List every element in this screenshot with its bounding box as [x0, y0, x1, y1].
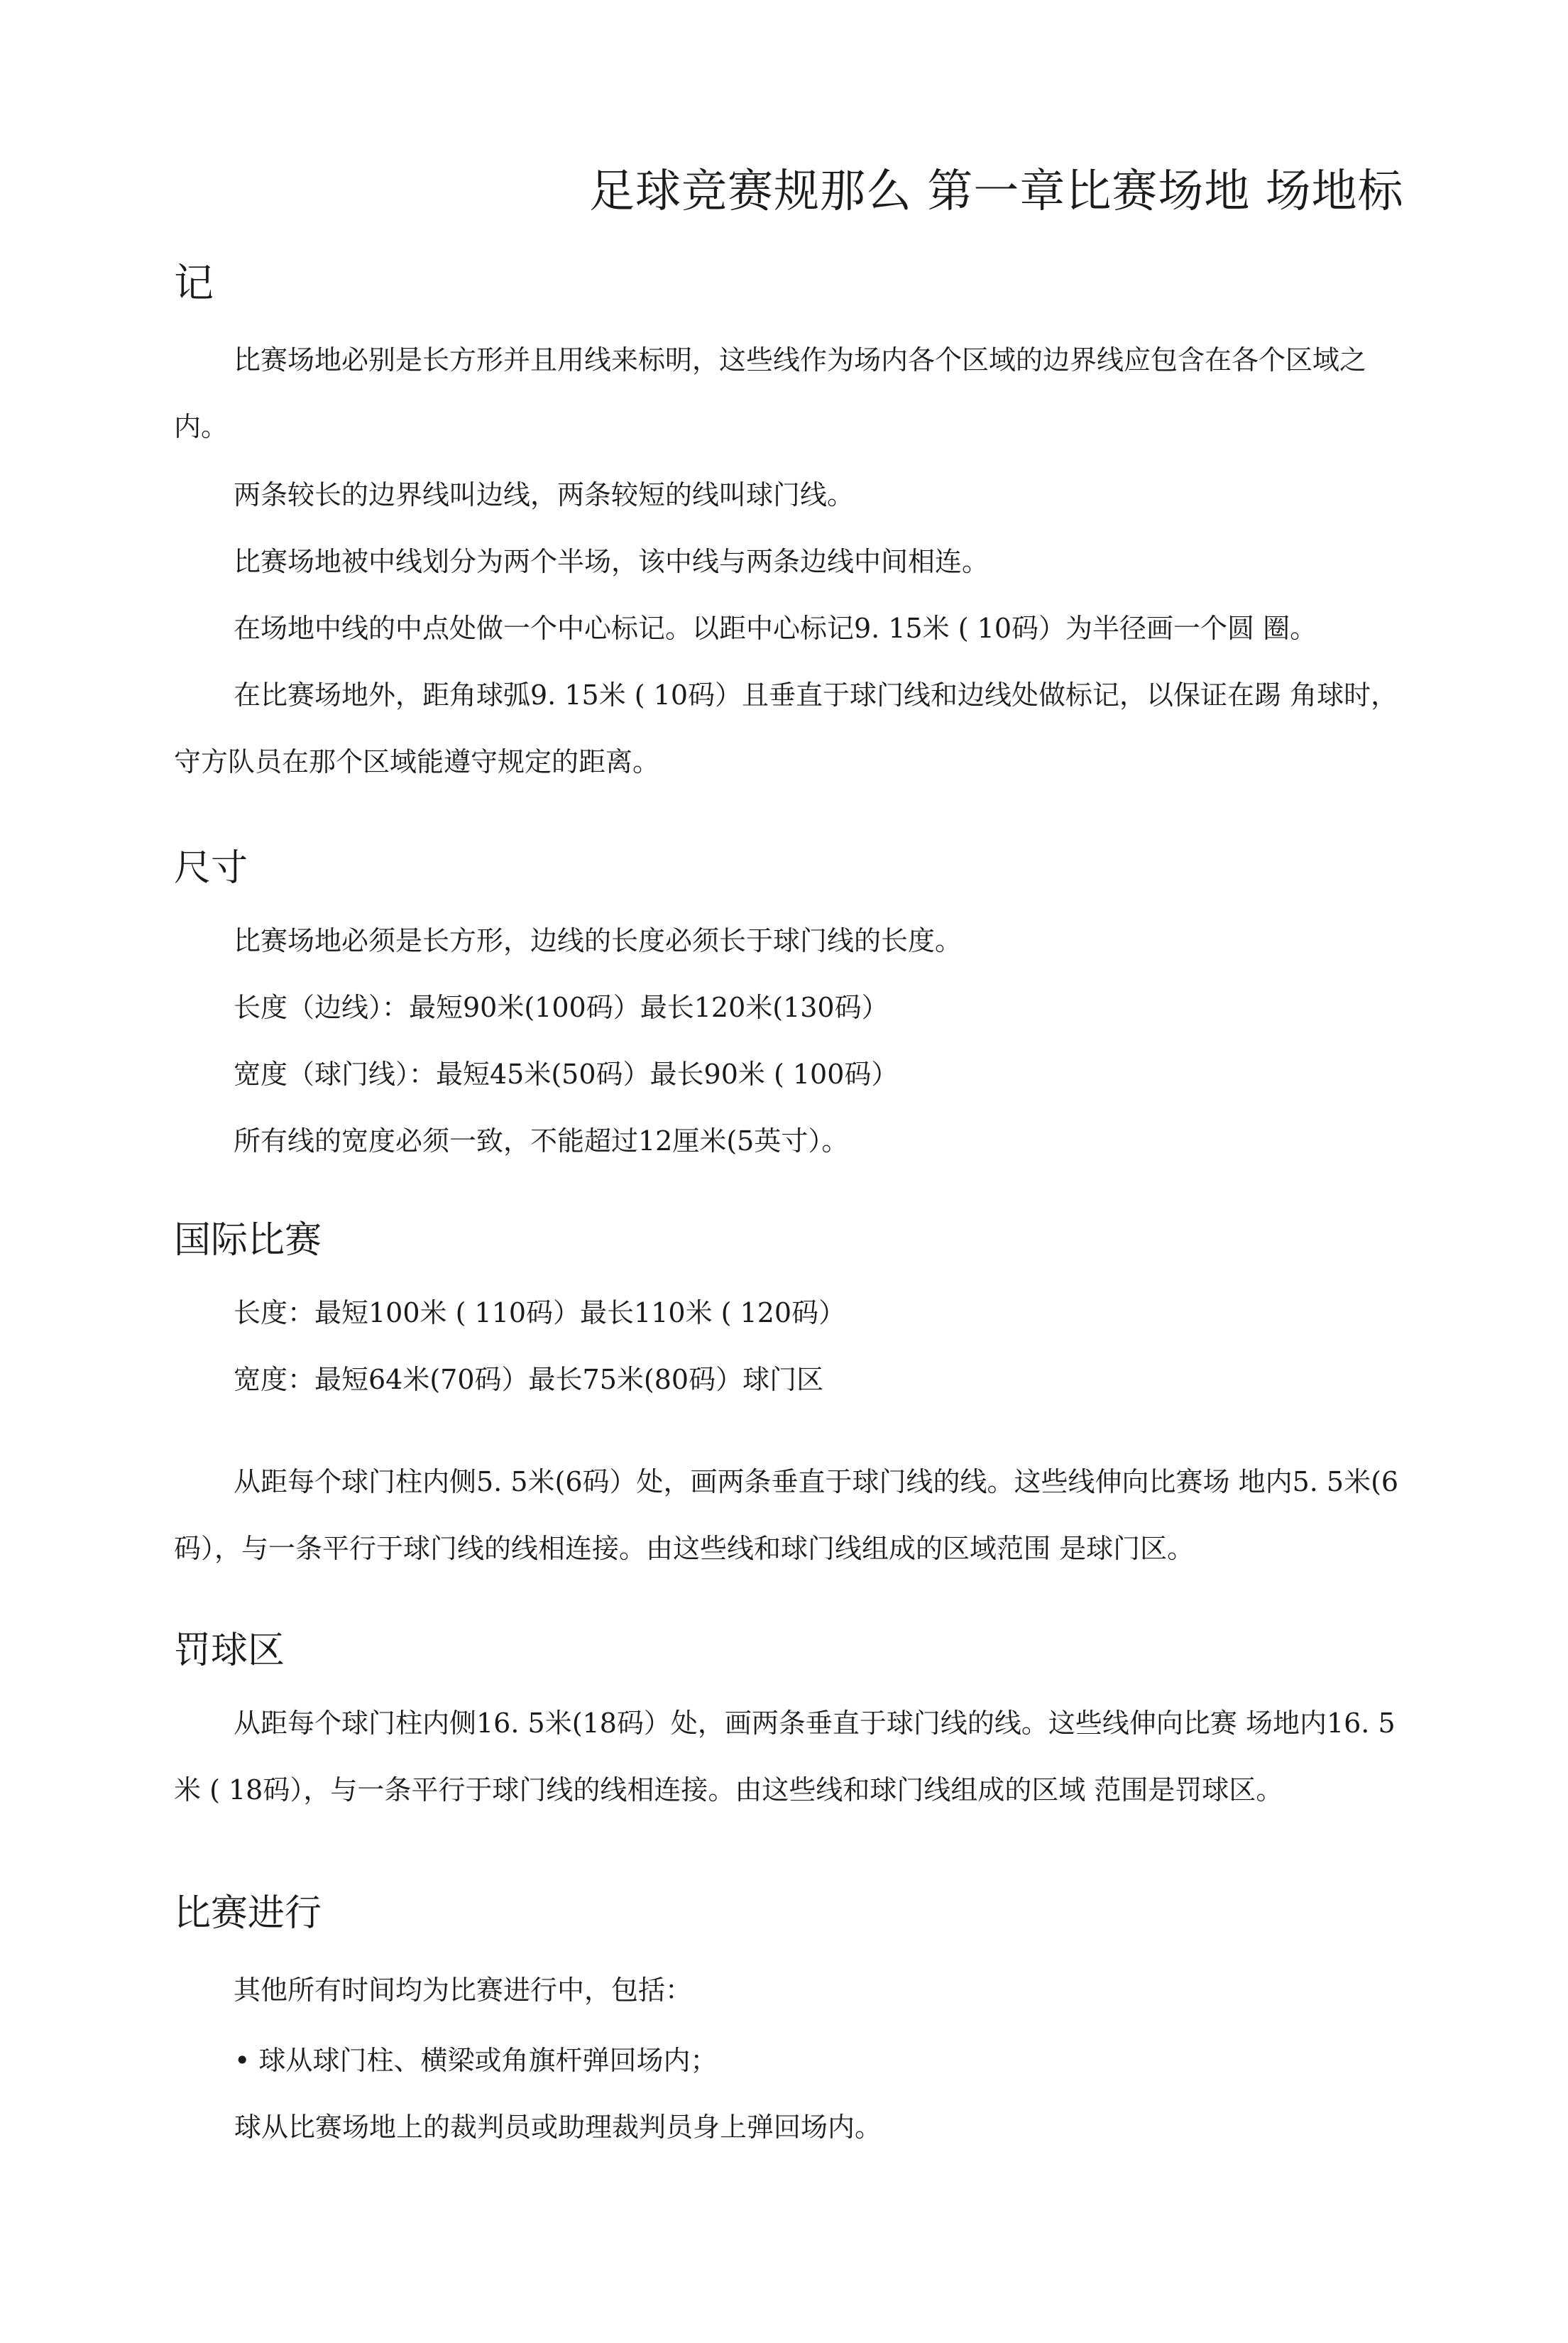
- paragraph-ball-in-play: 其他所有时间均为比赛进行中，包括：: [234, 1975, 693, 2006]
- paragraph-corner-marks: 在比赛场地外，距角球弧9. 15米 ( 10码）且垂直于球门线和边线处做标记，以保证在踢 角球时，守方队员在那个区域能遵守规定的距离。: [174, 679, 1398, 777]
- paragraph-dimensions-shape: 比赛场地必须是长方形，边线的长度必须长于球门线的长度。: [234, 925, 963, 956]
- paragraph-touchlines: 两条较长的边界线叫边线，两条较短的线叫球门线。: [234, 479, 855, 510]
- list-item-rebound-post: • 球从球门柱、横梁或角旗杆弹回场内；: [234, 2045, 718, 2076]
- section-heading-ball-in-play: 比赛进行: [174, 1892, 322, 1935]
- section-heading-dimensions: 尺寸: [174, 847, 248, 890]
- paragraph-intl-width: 宽度：最短64米(70码）最长75米(80码）球门区: [234, 1364, 824, 1395]
- section-heading-international: 国际比赛: [174, 1219, 322, 1262]
- paragraph-length: 长度（边线）：最短90米(100码）最长120米(130码）: [234, 992, 889, 1023]
- document-title: 足球竞赛规那么 第一章比赛场地 场地标: [589, 165, 1404, 218]
- paragraph-center-mark: 在场地中线的中点处做一个中心标记。以距中心标记9. 15米 ( 10码）为半径画一个圆 圈。: [234, 613, 1317, 644]
- paragraph-goal-area: 从距每个球门柱内侧5. 5米(6码）处，画两条垂直于球门线的线。这些线伸向比赛场 地内5. 5米(6码），与一条平行于球门线的线相连接。由这些线和球门线组成的区域范围 是球门区。: [174, 1466, 1399, 1564]
- paragraph-field-boundary: 比赛场地必别是长方形并且用线来标明，这些线作为场内各个区域的边界线应包含在各个区域之内。: [174, 344, 1367, 442]
- paragraph-halfway-line: 比赛场地被中线划分为两个半场，该中线与两条边线中间相连。: [234, 546, 989, 577]
- paragraph-rebound-referee: 球从比赛场地上的裁判员或助理裁判员身上弹回场内。: [234, 2112, 882, 2143]
- paragraph-penalty-area: 从距每个球门柱内侧16. 5米(18码）处，画两条垂直于球门线的线。这些线伸向比赛 场地内16. 5米 ( 18码），与一条平行于球门线的线相连接。由这些线和球门线组成的区域 范围是罚球区。: [174, 1708, 1396, 1806]
- paragraph-line-width: 所有线的宽度必须一致，不能超过12厘米(5英寸）。: [234, 1125, 849, 1157]
- document-title-continuation: 记: [174, 261, 214, 307]
- paragraph-intl-length: 长度：最短100米 ( 110码）最长110米 ( 120码）: [234, 1297, 846, 1328]
- paragraph-width: 宽度（球门线）：最短45米(50码）最长90米 ( 100码）: [234, 1059, 899, 1090]
- section-heading-penalty-area: 罚球区: [174, 1629, 285, 1672]
